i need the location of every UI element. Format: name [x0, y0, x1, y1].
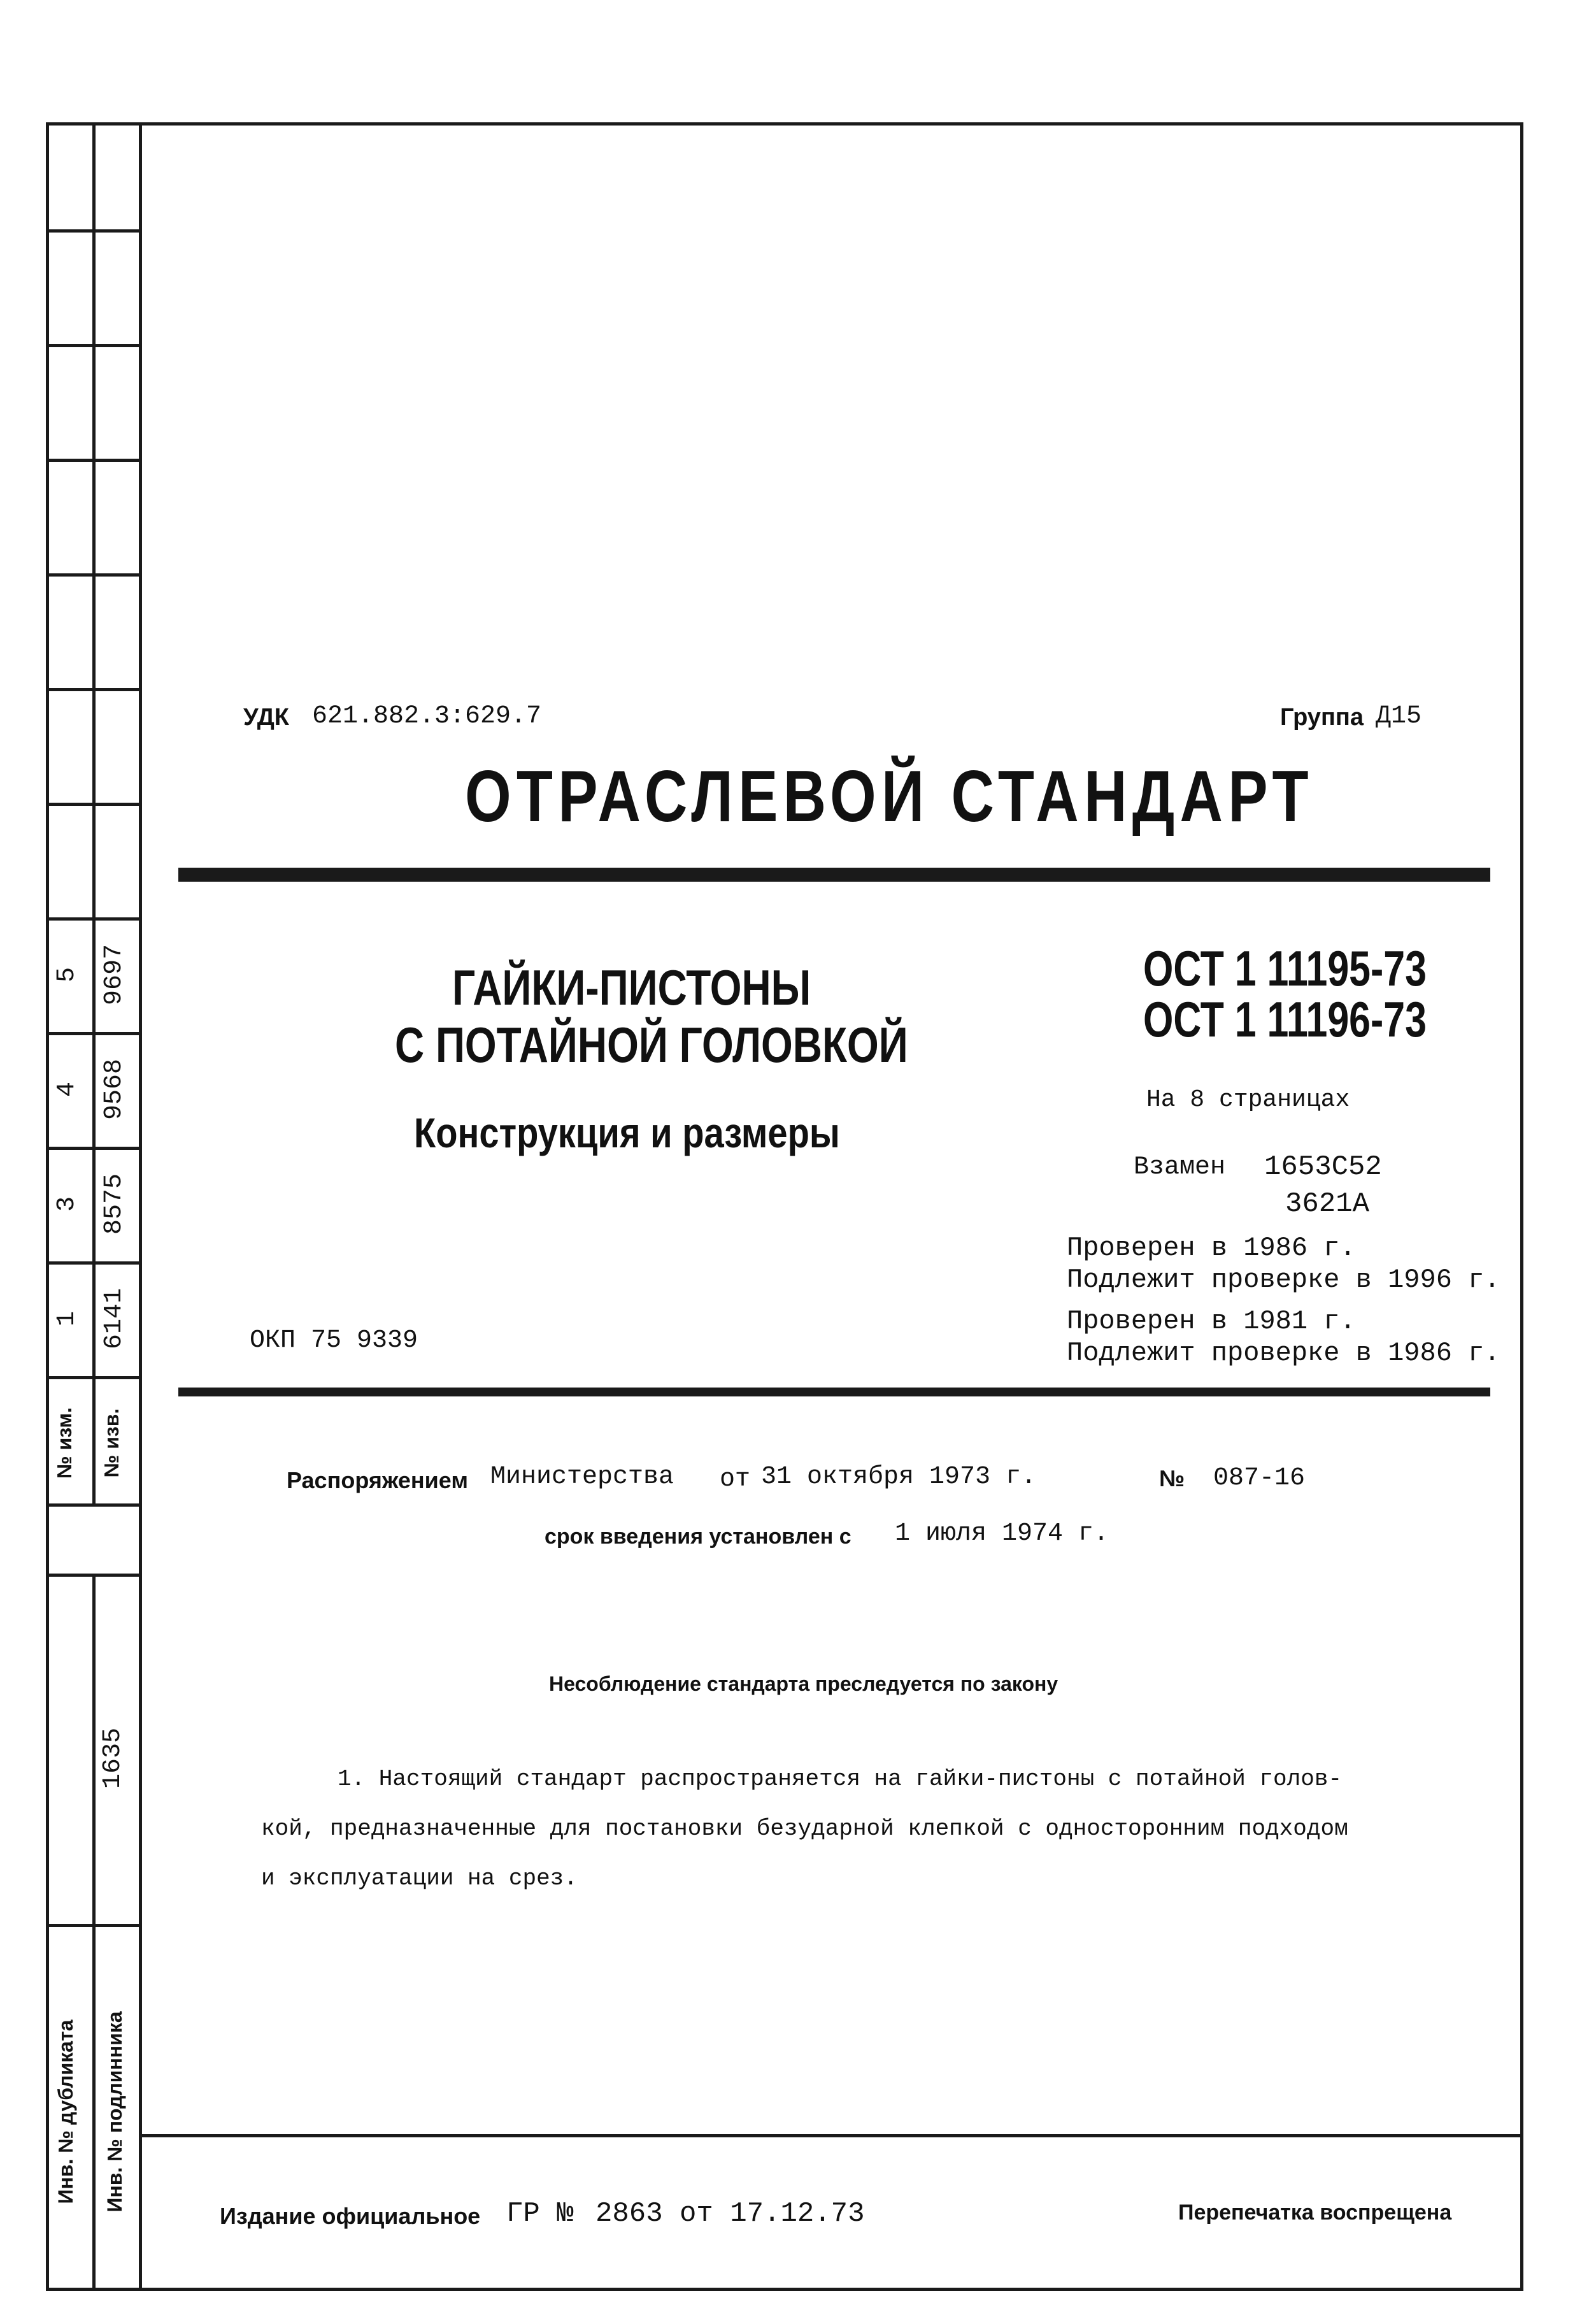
sidebar-line-inner — [139, 122, 142, 2291]
sidebar-lower-top — [46, 1574, 141, 1577]
body-line-2: кой, предназначенные для постановки безударной клепкой с односторонним подходом — [261, 1816, 1348, 1842]
sidebar-rule — [46, 1261, 141, 1265]
order-from: от — [720, 1465, 751, 1494]
sidebar-orig-value: 1635 — [99, 1728, 127, 1790]
sidebar-rule — [46, 229, 141, 233]
product-subtitle: Конструкция и размеры — [414, 1109, 840, 1156]
intro-date: 1 июля 1974 г. — [895, 1519, 1109, 1548]
udk-value: 621.882.3:629.7 — [312, 702, 542, 731]
checked-2: Проверен в 1981 г. — [1067, 1306, 1356, 1337]
sidebar-notice-4: 9568 — [100, 1059, 129, 1121]
sidebar-line-mid — [92, 122, 96, 1505]
sidebar-notice-1: 6141 — [100, 1288, 129, 1350]
order-ministry: Министерства — [490, 1463, 674, 1491]
page-count: На 8 страницах — [1146, 1086, 1350, 1114]
sidebar-change-4: 4 — [53, 1082, 82, 1098]
sidebar-rule — [46, 344, 141, 347]
ost-code-2: ОСТ 1 11196-73 — [1143, 991, 1427, 1047]
sidebar-change-5: 5 — [53, 967, 82, 983]
body-line-1: 1. Настоящий стандарт распространяется на гайки-пистоны с потайной голов- — [338, 1766, 1343, 1792]
group-label: Группа — [1280, 704, 1364, 731]
reprint-notice: Перепечатка воспрещена — [1178, 2200, 1452, 2225]
sidebar-notice-3: 8575 — [100, 1173, 129, 1235]
sidebar-line-outer — [46, 122, 49, 1505]
edition-label: Издание официальное — [220, 2203, 481, 2229]
order-date: 31 октября 1973 г. — [761, 1463, 1037, 1491]
intro-label: срок введения установлен с — [545, 1524, 851, 1549]
sidebar-change-3: 3 — [53, 1196, 82, 1212]
middle-thick-rule — [178, 1388, 1490, 1396]
sidebar-lower-outer — [46, 1574, 49, 2291]
next-check-2: Подлежит проверке в 1986 г. — [1067, 1338, 1500, 1368]
sidebar-lower-divider — [46, 1924, 141, 1927]
sidebar-notice-5: 9697 — [100, 944, 129, 1006]
replaces-code-2: 3621А — [1285, 1188, 1370, 1220]
product-title-line2: С ПОТАЙНОЙ ГОЛОВКОЙ — [395, 1017, 908, 1073]
sidebar-rule — [46, 1147, 141, 1150]
sidebar-change-label: № изм. — [53, 1407, 76, 1479]
sidebar-rule — [46, 688, 141, 691]
sidebar-rule — [46, 1032, 141, 1035]
replaces-label: Взамен — [1134, 1153, 1226, 1182]
checked-1: Проверен в 1986 г. — [1067, 1233, 1356, 1263]
udk-label: УДК — [243, 704, 289, 731]
sidebar-rule — [46, 1376, 141, 1379]
replaces-code-1: 1653С52 — [1264, 1151, 1382, 1183]
sidebar-rule — [46, 917, 141, 921]
sidebar-rule — [46, 459, 141, 462]
sidebar-orig-label: Инв. № подлинника — [103, 2011, 126, 2213]
body-line-3: и эксплуатации на срез. — [261, 1865, 578, 1891]
sidebar-rule — [46, 573, 141, 577]
standard-title: ОТРАСЛЕВОЙ СТАНДАРТ — [465, 756, 1314, 837]
law-notice: Несоблюдение стандарта преследуется по закону — [549, 1672, 1058, 1695]
order-label: Распоряжением — [287, 1467, 468, 1493]
footer-rule — [139, 2134, 1523, 2137]
sidebar-lower-mid — [92, 1574, 96, 2291]
gr-label: ГР № — [506, 2198, 574, 2230]
sidebar-notice-label: № изв. — [100, 1408, 123, 1478]
gr-number: 2863 от 17.12.73 — [595, 2198, 865, 2230]
sidebar-change-1: 1 — [53, 1311, 82, 1327]
okp-code: ОКП 75 9339 — [250, 1326, 418, 1355]
ost-code-1: ОСТ 1 11195-73 — [1143, 940, 1427, 996]
sidebar-dup-label: Инв. № дубликата — [54, 2019, 77, 2204]
group-value: Д15 — [1376, 702, 1422, 731]
next-check-1: Подлежит проверке в 1996 г. — [1067, 1265, 1500, 1295]
product-title-line1: ГАЙКИ-ПИСТОНЫ — [452, 959, 811, 1015]
top-thick-rule — [178, 868, 1490, 882]
order-num-label: № — [1159, 1465, 1185, 1491]
sidebar-rule — [46, 803, 141, 806]
order-num: 087-16 — [1213, 1464, 1306, 1493]
sidebar-upper-bottom — [46, 1503, 141, 1507]
